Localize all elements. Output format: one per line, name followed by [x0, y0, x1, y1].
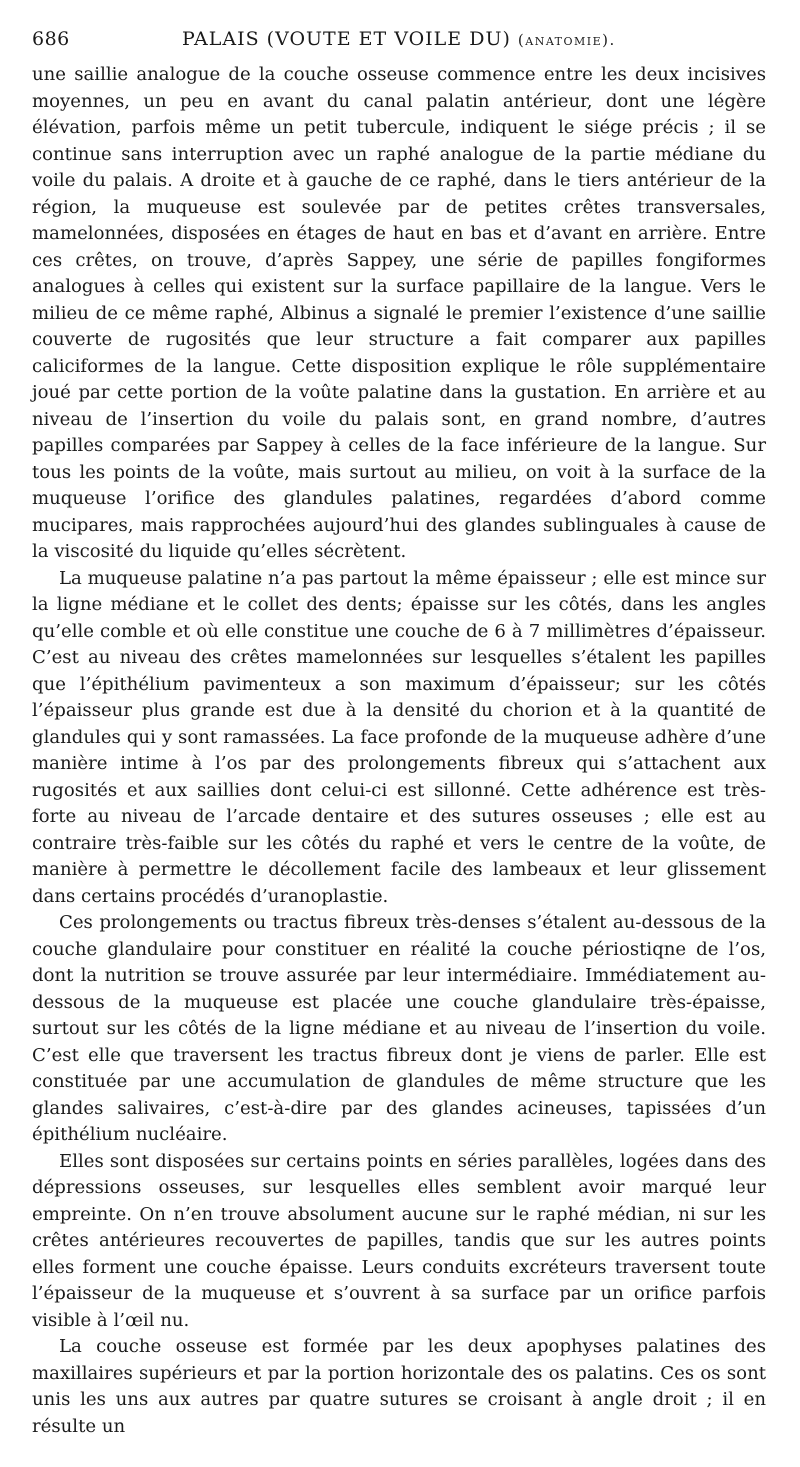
paragraph: une saillie analogue de la couche osseuse commence entre les deux incisives moyennes, un peu en avant du canal palatin antérieur, dont une légère élévation, parfois même un petit tubercule, indiquent le siége précis ; il se continue sans interruption avec un raphé analogue de la partie médiane du voile du palais. A droite et à gauche de ce raphé, dans le tiers antérieur de la région, la muqueuse est soulevée par de petites crêtes transversales, mamelonnées, disposées en étages de haut en bas et d’avant en arrière. Entre ces crêtes, on trouve, d’après Sappey, une série de papilles fongiformes analogues à celles qui existent sur la surface papillaire de la langue. Vers le milieu de ce même raphé, Albinus a signalé le premier l’existence d’une saillie couverte de rugosités que leur structure a fait comparer aux papilles caliciformes de la langue. Cette disposition explique le rôle supplémentaire joué par cette portion de la voûte palatine dans la gustation. En arrière et au niveau de l’insertion du voile du palais sont, en grand nombre, d’autres papilles comparées par Sappey à celles de la face inférieure de la langue. Sur tous les points de la voûte, mais surtout au milieu, on voit à la surface de la muqueuse l’orifice des glandules palatines, regardées d’abord comme mucipares, mais rapprochées aujourd’hui des glandes sublinguales à cause de la viscosité du liquide qu’elles sécrètent.	[32, 64, 766, 562]
paragraph: Elles sont disposées sur certains points en séries parallèles, logées dans des dépressions osseuses, sur lesquelles elles semblent avoir marqué leur empreinte. On n’en trouve absolument aucune sur le raphé médian, ni sur les crêtes antérieures recouvertes de papilles, tandis que sur les autres points elles forment une couche épaisse. Leurs conduits excréteurs traversent toute l’épaisseur de la muqueuse et s’ouvrent à sa surface par un orifice parfois visible à l’œil nu.	[32, 1150, 766, 1331]
document-page	[32, 28, 766, 1440]
page-header	[32, 28, 766, 62]
body-text	[32, 62, 766, 1440]
paragraph: La muqueuse palatine n’a pas partout la même épaisseur ; elle est mince sur la ligne médiane et le collet des dents; épaisse sur les côtés, dans les angles qu’elle comble et où elle constitue une couche de 6 à 7 millimètres d’épaisseur. C’est au niveau des crêtes mamelonnées sur lesquelles s’étalent les papilles que l’épithélium pavimenteux a son maximum d’épaisseur; sur les côtés l’épaisseur plus grande est due à la densité du chorion et à la quantité de glandules qui y sont ramassées. La face profonde de la muqueuse adhère d’une manière intime à l’os par des prolongements fibreux qui s’attachent aux rugosités et aux saillies dont celui-ci est sillonné. Cette adhérence est très-forte au niveau de l’arcade dentaire et des sutures osseuses ; elle est au contraire très-faible sur les côtés du raphé et vers le centre de la voûte, de manière à permettre le décollement facile des lambeaux et leur glissement dans certains procédés d’uranoplastie.	[32, 567, 766, 907]
paragraph: Ces prolongements ou tractus fibreux très-denses s’étalent au-dessous de la couche glandulaire pour constituer en réalité la couche périostiqne de l’os, dont la nutrition se trouve assurée par leur intermédiaire. Immédiatement au-dessous de la muqueuse est placée une couche glandulaire très-épaisse, surtout sur les côtés de la ligne médiane et au niveau de l’insertion du voile. C’est elle que traversent les tractus fibreux dont je viens de parler. Elle est constituée par une accumulation de glandules de même structure que les glandes salivaires, c’est-à-dire par des glandes acineuses, tapissées d’un épithélium nucléaire.	[32, 912, 766, 1145]
running-title-main: PALAIS (VOUTE ET VOILE DU)	[182, 28, 511, 50]
paragraph: La couche osseuse est formée par les deux apophyses palatines des maxillaires supérieurs et par la portion horizontale des os palatins. Ces os sont unis les uns aux autres par quatre sutures se croisant à angle droit ; il en résulte un	[32, 1336, 766, 1437]
page-number: 686	[32, 28, 70, 50]
running-title	[182, 28, 766, 50]
running-title-section: (anatomie).	[517, 31, 616, 49]
